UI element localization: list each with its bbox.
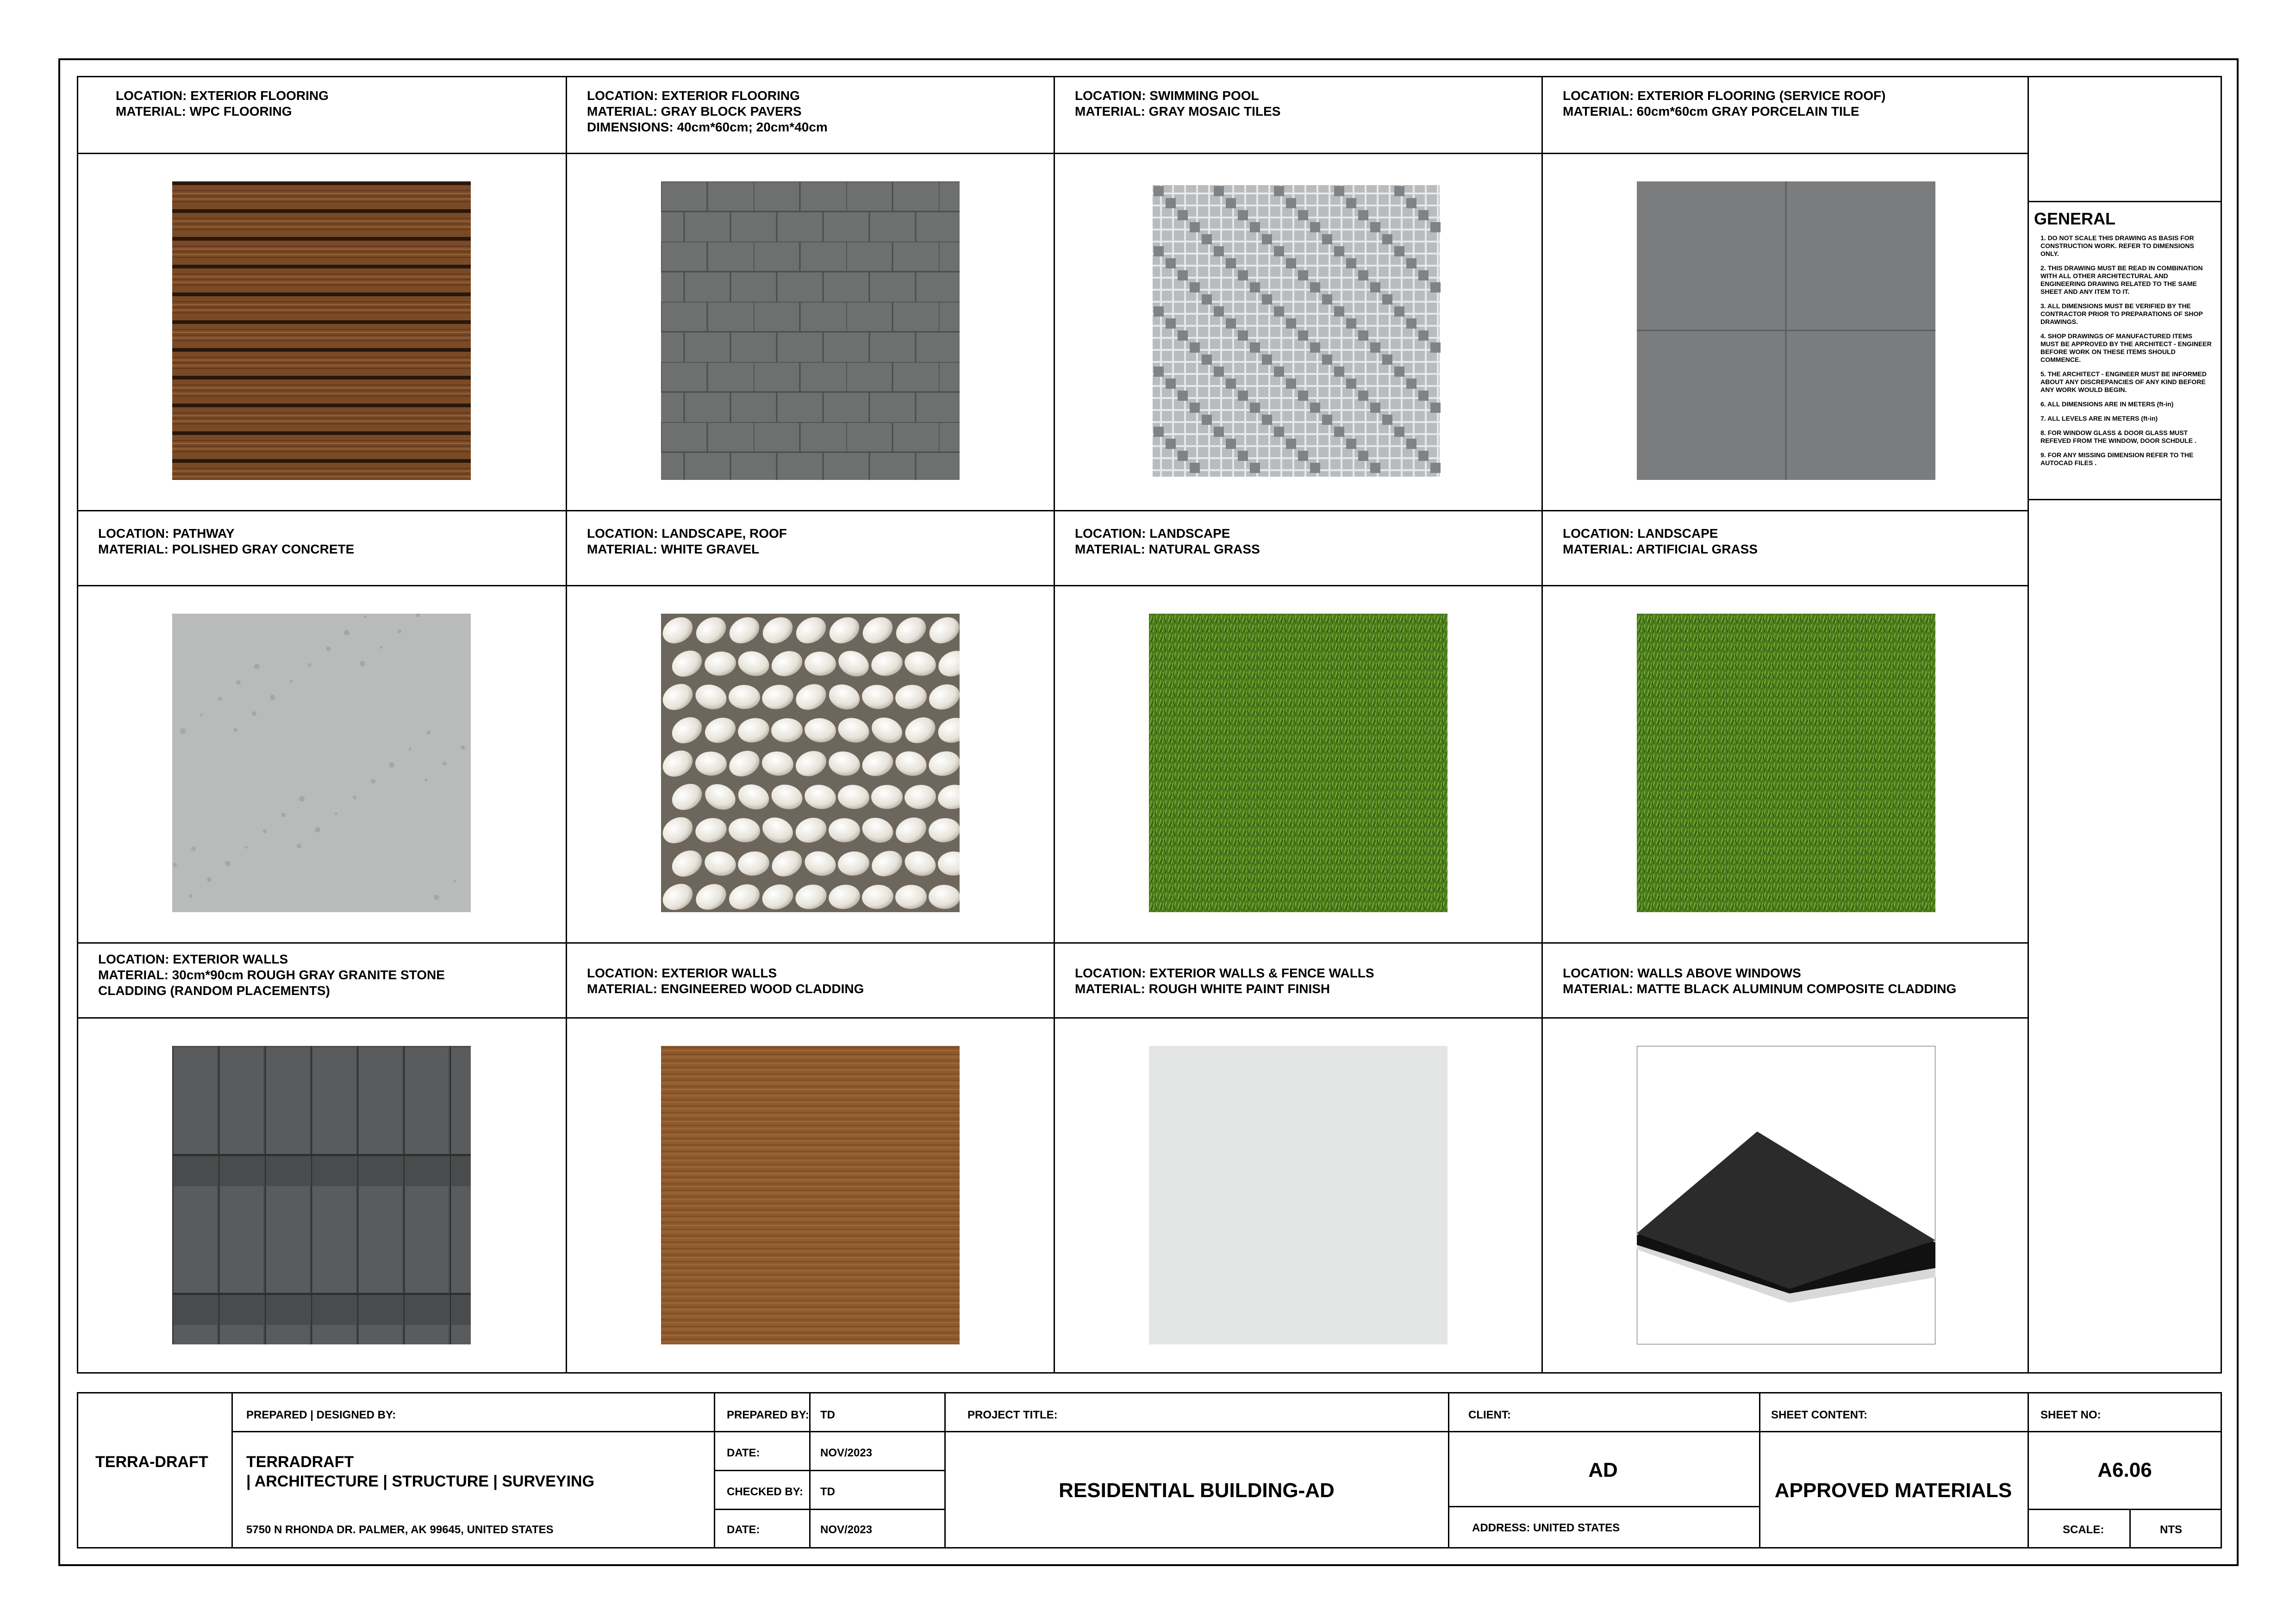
title-block-divider	[231, 1431, 2222, 1432]
caption-material: MATERIAL: ROUGH WHITE PAINT FINISH	[1075, 982, 1330, 996]
swatch-polished-concrete	[172, 614, 471, 912]
caption-location: LOCATION: WALLS ABOVE WINDOWS	[1563, 966, 1801, 980]
swatch-grass	[1149, 614, 1447, 912]
caption-location: LOCATION: PATHWAY	[98, 526, 235, 541]
title-block-divider	[1448, 1392, 1449, 1548]
client-label: CLIENT:	[1468, 1409, 1511, 1421]
grid-divider	[2028, 76, 2029, 1374]
caption-location: LOCATION: EXTERIOR WALLS	[98, 952, 288, 966]
client-value: AD	[1588, 1459, 1618, 1481]
material-caption	[1075, 526, 1260, 557]
sheet-content-label: SHEET CONTENT:	[1771, 1409, 1868, 1421]
material-caption	[116, 88, 329, 119]
prepared-by-value: TD	[820, 1409, 835, 1421]
material-caption	[587, 88, 828, 135]
swatch-gray-porcelain	[1637, 181, 1935, 480]
caption-material: MATERIAL: WHITE GRAVEL	[587, 542, 760, 556]
grid-divider	[77, 510, 2028, 511]
swatch-white-paint	[1149, 1046, 1447, 1344]
scale-value: NTS	[2160, 1524, 2182, 1536]
general-note: 3. ALL DIMENSIONS MUST BE VERIFIED BY THE CONTRACTOR PRIOR TO PREPARATIONS OF SHOP DRAWINGS.	[2040, 302, 2203, 325]
title-block-divider	[2129, 1509, 2131, 1548]
material-caption	[1563, 965, 1956, 997]
caption-location: LOCATION: LANDSCAPE	[1075, 526, 1230, 541]
caption-location: LOCATION: EXTERIOR FLOORING (SERVICE ROOF)	[1563, 88, 1886, 103]
caption-extra: CLADDING (RANDOM PLACEMENTS)	[98, 983, 330, 998]
caption-material: MATERIAL: ARTIFICIAL GRASS	[1563, 542, 1758, 556]
caption-material: MATERIAL: POLISHED GRAY CONCRETE	[98, 542, 355, 556]
grid-divider	[77, 1017, 2028, 1019]
general-note: 4. SHOP DRAWINGS OF MANUFACTURED ITEMS MUST BE APPROVED BY THE ARCHITECT - ENGINEER BEFORE WORK ON THESE ITEMS SHOULD COMMENCE.	[2040, 332, 2212, 363]
checked-by-value: TD	[820, 1486, 835, 1498]
title-block-divider	[1448, 1506, 1759, 1507]
caption-material: MATERIAL: MATTE BLACK ALUMINUM COMPOSITE CLADDING	[1563, 982, 1957, 996]
date2-label: DATE:	[727, 1524, 760, 1536]
grid-divider	[2028, 201, 2222, 202]
sheet-content-value: APPROVED MATERIALS	[1774, 1479, 2012, 1502]
material-caption	[1075, 965, 1374, 997]
swatch-black-acp	[1637, 1046, 1935, 1344]
caption-material: MATERIAL: WPC FLOORING	[116, 104, 292, 118]
date2-value: NOV/2023	[820, 1524, 873, 1536]
caption-location: LOCATION: EXTERIOR WALLS & FENCE WALLS	[1075, 966, 1374, 980]
general-note: 2. THIS DRAWING MUST BE READ IN COMBINATION WITH ALL OTHER ARCHITECTURAL AND ENGINEERING DRAWING RELATED TO THE SAME SHEET AND ANY ITEM TO IT.	[2040, 264, 2203, 295]
swatch-granite-cladding	[172, 1046, 471, 1344]
swatch-gray-mosaic	[1149, 181, 1447, 480]
firm-services: | ARCHITECTURE | STRUCTURE | SURVEYING	[246, 1473, 595, 1490]
grid-divider	[566, 76, 567, 1374]
general-note: 9. FOR ANY MISSING DIMENSION REFER TO THE AUTOCAD FILES .	[2040, 451, 2194, 466]
caption-location: LOCATION: EXTERIOR WALLS	[587, 966, 777, 980]
caption-location: LOCATION: LANDSCAPE, ROOF	[587, 526, 787, 541]
material-caption	[1075, 88, 1280, 119]
grid-divider	[77, 585, 2028, 586]
general-notes-list	[2040, 234, 2212, 473]
project-title-label: PROJECT TITLE:	[967, 1409, 1058, 1421]
client-address: ADDRESS: UNITED STATES	[1472, 1522, 1620, 1534]
title-block-divider	[2028, 1509, 2222, 1510]
title-block-divider	[231, 1392, 233, 1548]
firm-name: TERRADRAFT	[246, 1453, 354, 1471]
material-caption	[1563, 526, 1758, 557]
caption-material: MATERIAL: 30cm*90cm ROUGH GRAY GRANITE STONE	[98, 968, 445, 982]
date1-value: NOV/2023	[820, 1447, 873, 1459]
sheet-no-label: SHEET NO:	[2040, 1409, 2101, 1421]
caption-material: MATERIAL: GRAY BLOCK PAVERS	[587, 104, 802, 118]
caption-location: LOCATION: SWIMMING POOL	[1075, 88, 1259, 103]
material-caption	[98, 951, 445, 999]
checked-by-label: CHECKED BY:	[727, 1486, 803, 1498]
material-caption	[587, 965, 864, 997]
swatch-grass	[1637, 614, 1935, 912]
general-note: 8. FOR WINDOW GLASS & DOOR GLASS MUST REFEVED FROM THE WINDOW, DOOR SCHDULE .	[2040, 429, 2196, 444]
caption-location: LOCATION: LANDSCAPE	[1563, 526, 1718, 541]
general-note: 1. DO NOT SCALE THIS DRAWING AS BASIS FOR CONSTRUCTION WORK. REFER TO DIMENSIONS ONLY.	[2040, 234, 2194, 257]
sheet-no-value: A6.06	[2097, 1459, 2152, 1481]
general-note: 6. ALL DIMENSIONS ARE IN METERS (ft-in)	[2040, 400, 2174, 408]
caption-material: MATERIAL: GRAY MOSAIC TILES	[1075, 104, 1281, 118]
swatch-wpc-wood-deck	[172, 181, 471, 480]
title-block-divider	[1759, 1392, 1760, 1548]
caption-location: LOCATION: EXTERIOR FLOORING	[116, 88, 329, 103]
grid-divider	[77, 942, 2028, 944]
general-notes-title: GENERAL	[2034, 209, 2116, 228]
title-block-divider	[714, 1509, 945, 1510]
prepared-designed-by-label: PREPARED | DESIGNED BY:	[246, 1409, 396, 1421]
caption-material: MATERIAL: 60cm*60cm GRAY PORCELAIN TILE	[1563, 104, 1859, 118]
grid-divider	[77, 153, 2028, 154]
logo-text: TERRA-DRAFT	[95, 1453, 208, 1471]
grid-divider	[2028, 499, 2222, 500]
material-caption	[98, 526, 354, 557]
prepared-by-label: PREPARED BY:	[727, 1409, 809, 1421]
caption-material: MATERIAL: ENGINEERED WOOD CLADDING	[587, 982, 864, 996]
firm-address: 5750 N RHONDA DR. PALMER, AK 99645, UNITED STATES	[246, 1524, 554, 1536]
general-note: 5. THE ARCHITECT - ENGINEER MUST BE INFORMED ABOUT ANY DISCREPANCIES OF ANY KIND BEFORE ANY WORK WOULD BEGIN.	[2040, 370, 2207, 393]
grid-divider	[1541, 76, 1543, 1374]
title-block-divider	[2028, 1392, 2029, 1548]
caption-extra: DIMENSIONS: 40cm*60cm; 20cm*40cm	[587, 120, 828, 134]
material-caption	[1563, 88, 1885, 119]
title-block-divider	[714, 1470, 945, 1471]
swatch-gray-block-pavers	[661, 181, 960, 480]
date1-label: DATE:	[727, 1447, 760, 1459]
scale-label: SCALE:	[2063, 1524, 2104, 1536]
grid-divider	[1054, 76, 1055, 1374]
material-caption	[587, 526, 787, 557]
project-title: RESIDENTIAL BUILDING-AD	[1059, 1479, 1335, 1502]
caption-material: MATERIAL: NATURAL GRASS	[1075, 542, 1260, 556]
caption-location: LOCATION: EXTERIOR FLOORING	[587, 88, 800, 103]
swatch-wood-cladding	[661, 1046, 960, 1344]
general-note: 7. ALL LEVELS ARE IN METERS (ft-in)	[2040, 415, 2158, 422]
swatch-white-gravel	[661, 614, 960, 912]
